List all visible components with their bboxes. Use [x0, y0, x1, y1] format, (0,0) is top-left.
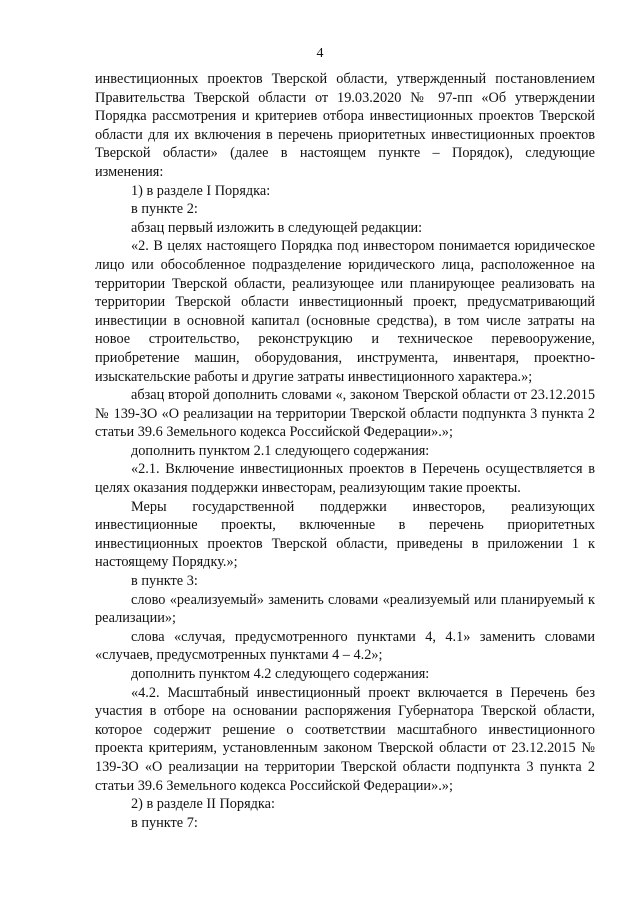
paragraph: в пункте 2:	[131, 201, 198, 218]
paragraph: 1) в разделе I Порядка:	[131, 182, 271, 199]
paragraph: «4.2. Масштабный инвестиционный проект включается в Перечень без участия в отборе на основании распоряжения Губернатора Тверской области, которое содержит решение о соответствии масштабного инвестиционного проекта критериям, установленным законом Тверской области от 23.12.2015 № 139-ЗО «О реализации на территории Тверской области подпункта 3 пункта 2 статьи 39.6 Земельного кодекса Российской Федерации».»;	[95, 684, 595, 794]
paragraph: слово «реализуемый» заменить словами «реализуемый или планируемый к реализации»;	[95, 591, 595, 627]
paragraph: «2.1. Включение инвестиционных проектов в Перечень осуществляется в целях оказания поддержки инвесторам, реализующим такие проекты.	[95, 461, 595, 497]
document-body	[95, 70, 595, 832]
paragraph: абзац первый изложить в следующей редакции:	[131, 219, 423, 236]
paragraph: дополнить пунктом 2.1 следующего содержания:	[131, 442, 430, 459]
paragraph: дополнить пунктом 4.2 следующего содержания:	[131, 666, 430, 682]
paragraph: абзац второй дополнить словами «, законом Тверской области от 23.12.2015 № 139-ЗО «О реализации на территории Тверской области подпункта 3 пункта 2 статьи 39.6 Земельного кодекса Российской Федерации».»;	[95, 387, 595, 441]
paragraph: в пункте 3:	[131, 573, 198, 590]
paragraph: 2) в разделе II Порядка:	[131, 796, 275, 813]
paragraph: слова «случая, предусмотренного пунктами 4, 4.1» заменить словами «случаев, предусмотренных пунктами 4 – 4.2»;	[95, 628, 595, 664]
paragraph: «2. В целях настоящего Порядка под инвестором понимается юридическое лицо или обособленное подразделение юридического лица, расположенное на территории Тверской области, реализующее или планирующее реализовать на территории Тверской области инвестиционный проект, предусматривающий инвестиции в основной капитал (основные средства), в том числе затраты на новое строительство, реконструкцию и техническое перевооружение, приобретение машин, оборудования, инструмента, инвентаря, проектно-изыскательские работы и другие затраты инвестиционного характера.»;	[95, 238, 595, 385]
paragraph: инвестиционных проектов Тверской области, утвержденный постановлением Правительства Тверской области от 19.03.2020 № 97-пп «Об утверждении Порядка рассмотрения и критериев отбора инвестиционных проектов Тверской области для их включения в перечень приоритетных инвестиционных проектов Тверской области» (далее в настоящем пункте – Порядок), следующие изменения:	[95, 71, 595, 180]
page-number: 4	[316, 46, 324, 61]
paragraph: Меры государственной поддержки инвесторов, реализующих инвестиционные проекты, включенные в перечень приоритетных инвестиционных проектов Тверской области, приведены в приложении 1 к настоящему Порядку.»;	[95, 498, 595, 571]
paragraph: в пункте 7:	[131, 814, 198, 831]
